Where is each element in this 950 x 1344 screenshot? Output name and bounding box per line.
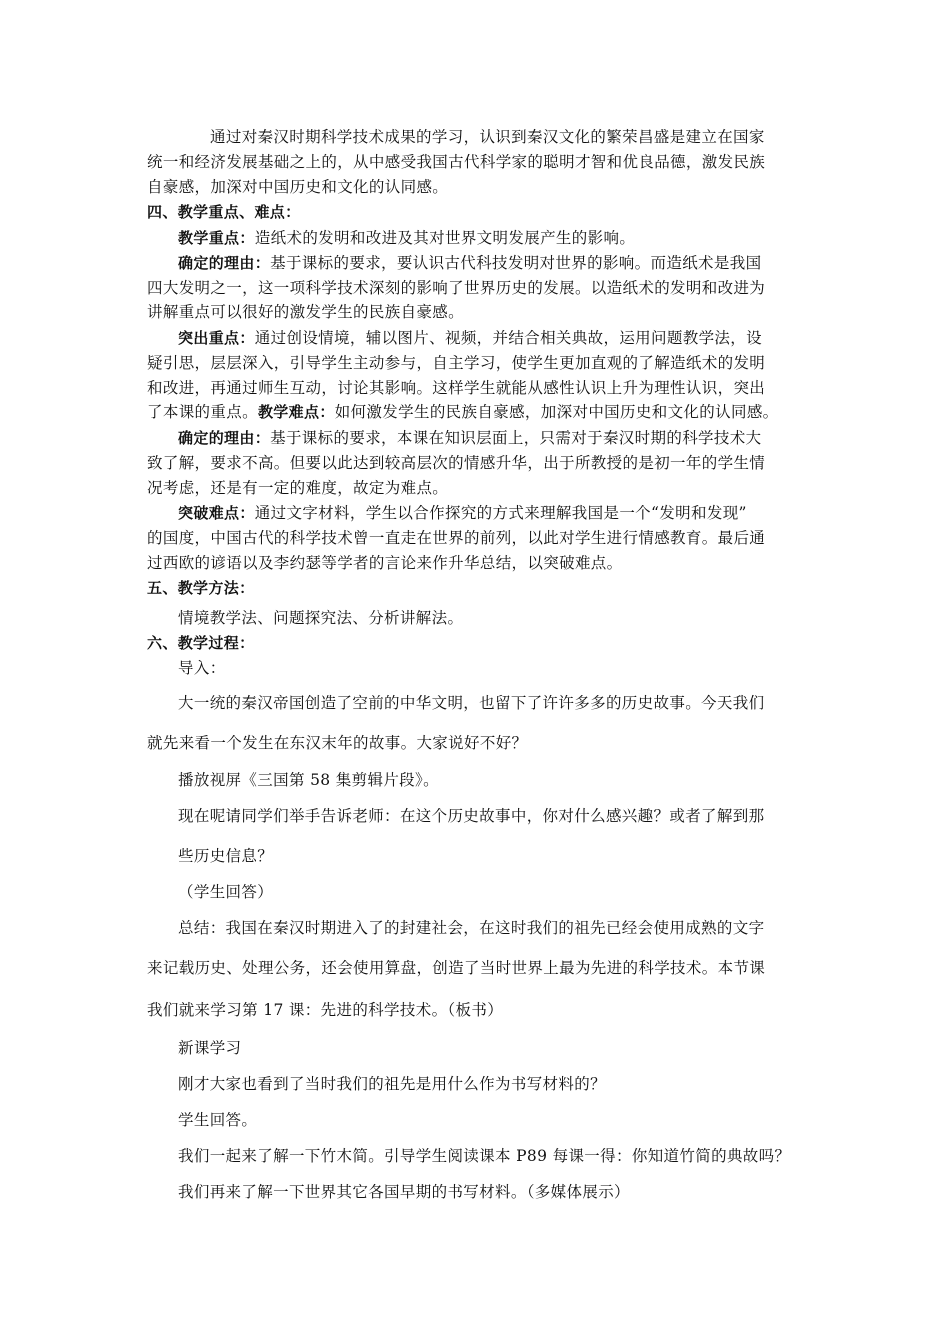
reason2-line-2: 致了解，要求不高。但要以此达到较高层次的情感升华，出于所教授的是初一年的学生情	[147, 454, 766, 472]
para2: 播放视屏《三国第 58 集剪辑片段》。	[178, 771, 439, 789]
reason1-line-1	[178, 253, 838, 273]
highlight-text-1: 通过创设情境，辅以图片、视频，并结合相关典故，运用问题教学法，设	[254, 329, 762, 347]
para1-line-1: 大一统的秦汉帝国创造了空前的中华文明，也留下了许许多多的历史故事。今天我们	[178, 694, 765, 712]
reason1-line-3: 讲解重点可以很好的激发学生的民族自豪感。	[147, 303, 465, 321]
para9: 我们一起来了解一下竹木简。引导学生阅读课本 P89 每课一得：你知道竹简的典故吗？	[178, 1147, 791, 1165]
highlight-line-3: 和改进，再通过师生互动，讨论其影响。这样学生就能从感性认识上升为理性认识，突出	[147, 379, 766, 397]
key-point-label: 教学重点：	[178, 229, 255, 247]
para5-line-3: 我们就来学习第 17 课：先进的科学技术。（板书）	[147, 1001, 504, 1019]
para8: 学生回答。	[178, 1111, 258, 1129]
goal-line-3: 自豪感，加深对中国历史和文化的认同感。	[147, 178, 449, 196]
intro-label: 导入：	[178, 659, 226, 677]
reason2-label: 确定的理由：	[178, 429, 271, 447]
highlight-line-4	[147, 402, 807, 422]
break-line-1	[178, 503, 838, 523]
section-4-heading: 四、教学重点、难点：	[147, 203, 301, 221]
reason1-text-1: 基于课标的要求，要认识古代科技发明对世界的影响。而造纸术是我国	[270, 254, 762, 272]
difficulty-label: 教学难点：	[257, 403, 335, 421]
para7: 刚才大家也看到了当时我们的祖先是用什么作为书写材料的？	[178, 1075, 606, 1093]
highlight-line-2: 疑引思，层层深入，引导学生主动参与，自主学习，使学生更加直观的了解造纸术的发明	[147, 354, 766, 372]
reason1-line-2: 四大发明之一，这一项科学技术深刻的影响了世界历史的发展。以造纸术的发明和改进为	[147, 279, 766, 297]
key-point-line	[178, 228, 838, 248]
section-6-heading: 六、教学过程：	[147, 634, 255, 652]
break-line-2: 的国度，中国古代的科学技术曾一直走在世界的前列，以此对学生进行情感教育。最后通	[147, 529, 766, 547]
methods-text: 情境教学法、问题探究法、分析讲解法。	[178, 609, 464, 627]
reason1-label: 确定的理由：	[178, 254, 271, 272]
para4: （学生回答）	[178, 883, 274, 901]
reason2-line-3: 况考虑，还是有一定的难度，故定为难点。	[147, 479, 449, 497]
section-5-heading: 五、教学方法：	[147, 579, 255, 597]
reason2-line-1	[178, 428, 838, 448]
break-text-1: 通过文字材料，学生以合作探究的方式来理解我国是一个“发明和发现”	[254, 504, 747, 522]
para5-line-2: 来记载历史、处理公务，还会使用算盘，创造了当时世界上最为先进的科学技术。本节课	[147, 959, 766, 977]
goal-line-1: 通过对秦汉时期科学技术成果的学习，认识到秦汉文化的繁荣昌盛是建立在国家	[210, 128, 765, 146]
para1-line-2: 就先来看一个发生在东汉末年的故事。大家说好不好？	[147, 734, 528, 752]
para5-line-1: 总结：我国在秦汉时期进入了的封建社会，在这时我们的祖先已经会使用成熟的文字	[178, 919, 765, 937]
break-line-3: 过西欧的谚语以及李约瑟等学者的言论来作升华总结，以突破难点。	[147, 554, 623, 572]
highlight-label: 突出重点：	[178, 329, 255, 347]
para10: 我们再来了解一下世界其它各国早期的书写材料。（多媒体展示）	[178, 1183, 630, 1201]
highlight-line-1	[178, 328, 838, 348]
difficulty-text: 如何激发学生的民族自豪感，加深对中国历史和文化的认同感。	[334, 403, 779, 421]
break-label: 突破难点：	[178, 504, 255, 522]
para3-line-1: 现在呢请同学们举手告诉老师：在这个历史故事中，你对什么感兴趣？或者了解到那	[178, 807, 765, 825]
reason2-text-1: 基于课标的要求，本课在知识层面上，只需对于秦汉时期的科学技术大	[270, 429, 762, 447]
goal-line-2: 统一和经济发展基础之上的，从中感受我国古代科学家的聪明才智和优良品德，激发民族	[147, 153, 766, 171]
key-point-text: 造纸术的发明和改进及其对世界文明发展产生的影响。	[254, 229, 636, 247]
new-lesson-label: 新课学习	[178, 1039, 242, 1057]
para3-line-2: 些历史信息？	[178, 847, 274, 865]
highlight-text-4: 了本课的重点。	[147, 403, 258, 421]
